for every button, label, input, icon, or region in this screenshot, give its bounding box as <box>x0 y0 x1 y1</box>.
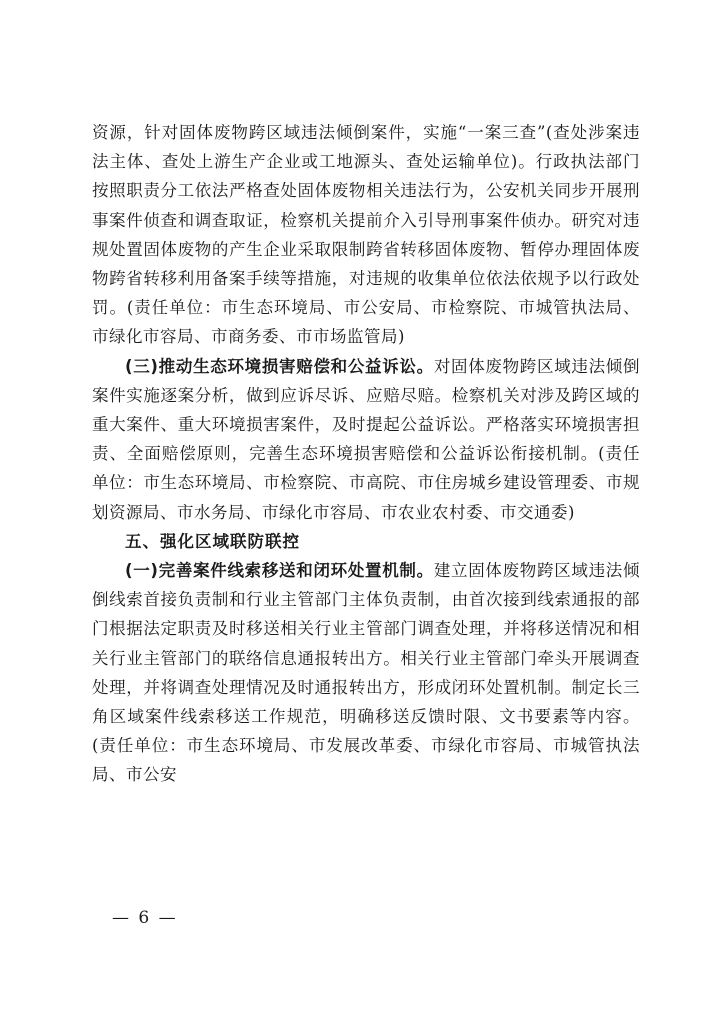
page-number: — 6 — <box>112 908 178 928</box>
document-body <box>92 118 640 790</box>
paragraph-enforcement: 资源，针对固体废物跨区域违法倾倒案件，实施“一案三查”(查处涉案违法主体、查处上游生产企业或工地源头、查处运输单位)。行政执法部门按照职责分工依法严格查处固体废物相关违法行为，公安机关同步开展刑事案件侦查和调查取证，检察机关提前介入引导刑事案件侦办。研究对违规处置固体废物的产生企业采取限制跨省转移固体废物、暂停办理固体废物跨省转移利用备案手续等措施，对违规的收集单位依法依规予以行政处罚。(责任单位：市生态环境局、市公安局、市检察院、市城管执法局、市绿化市容局、市商务委、市市场监管局) <box>92 123 640 347</box>
section-heading-regional: 五、强化区域联防联控 <box>125 531 300 551</box>
paragraph-compensation-body: 对固体废物跨区域违法倾倒案件实施逐案分析，做到应诉尽诉、应赔尽赔。检察机关对涉及跨区域的重大案件、重大环境损害案件，及时提起公益诉讼。严格落实环境损害担责、全面赔偿原则，完善生态环境损害赔偿和公益诉讼衔接机制。(责任单位：市生态环境局、市检察院、市高院、市住房城乡建设管理委、市规划资源局、市水务局、市绿化市容局、市农业农村委、市交通委) <box>92 356 640 522</box>
paragraph-clue-transfer-body: 建立固体废物跨区域违法倾倒线索首接负责制和行业主管部门主体负责制，由首次接到线索通报的部门根据法定职责及时移送相关行业主管部门调查处理，并将移送情况和相关行业主管部门的联络信息通报转出方。相关行业主管部门牵头开展调查处理，并将调查处理情况及时通报转出方，形成闭环处置机制。制定长三角区域案件线索移送工作规范，明确移送反馈时限、文书要素等内容。(责任单位：市生态环境局、市发展改革委、市绿化市容局、市城管执法局、市公安 <box>92 561 640 785</box>
subheading-compensation: (三)推动生态环境损害赔偿和公益诉讼。 <box>125 356 434 376</box>
subheading-clue-transfer: (一)完善案件线索移送和闭环处置机制。 <box>125 561 434 581</box>
paragraph-compensation <box>92 352 640 527</box>
paragraph-clue-transfer <box>92 556 640 790</box>
